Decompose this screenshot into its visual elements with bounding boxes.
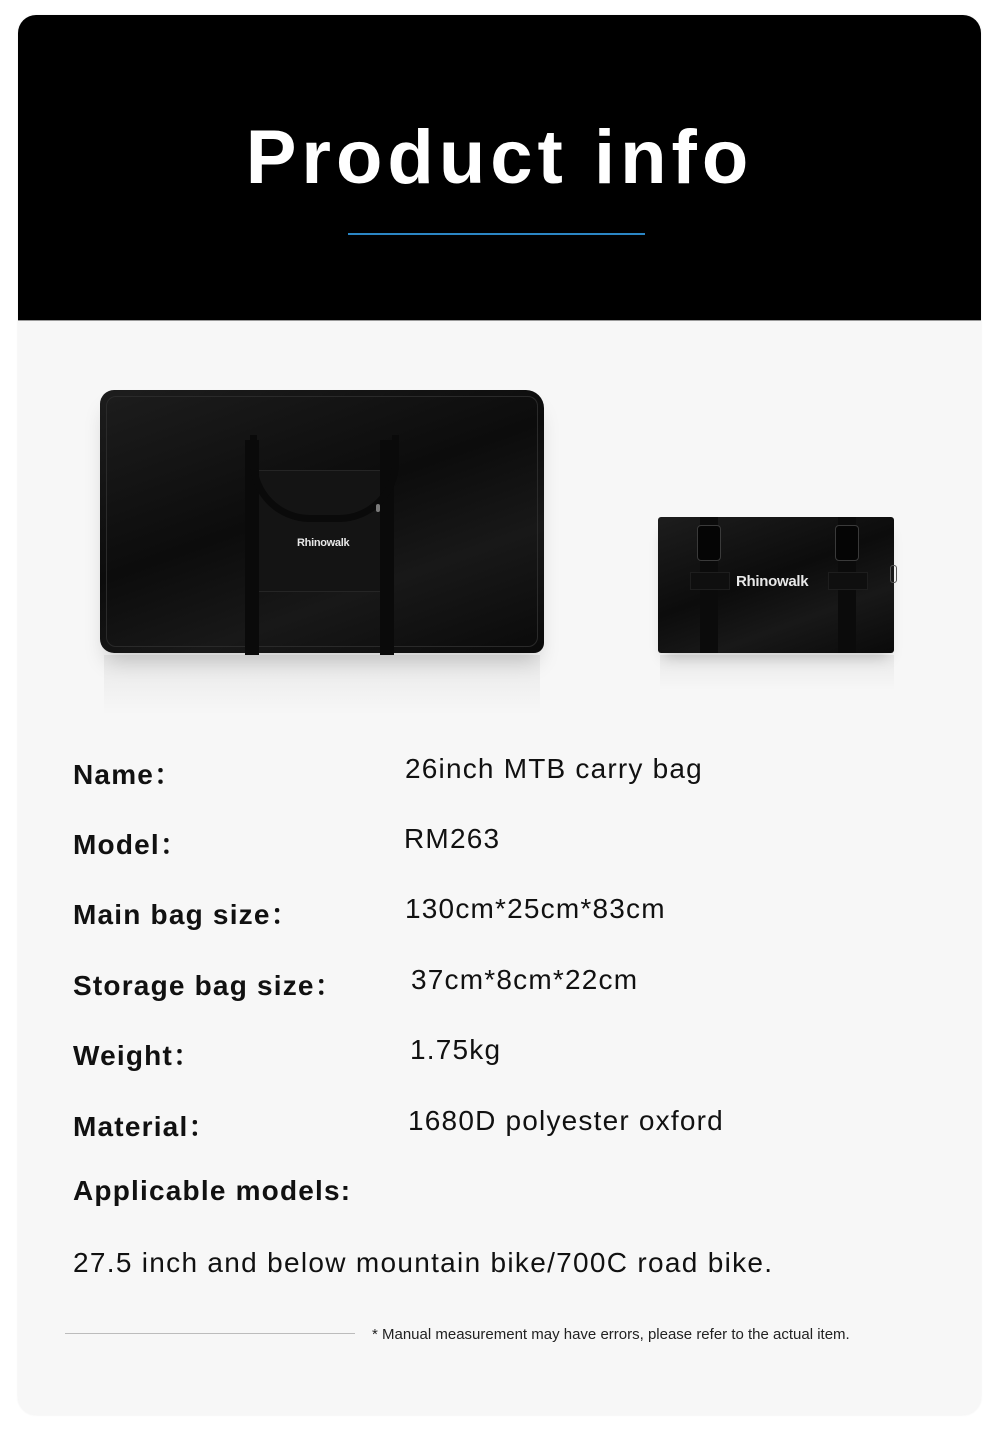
measurement-disclaimer: * Manual measurement may have errors, please refer to the actual item. [372,1326,850,1343]
title-underline-divider [348,233,645,235]
footnote-divider [65,1333,355,1334]
page-title: Product info [245,115,754,200]
spec-row-weight [73,1034,933,1074]
spec-label: Applicable models: [73,1175,352,1206]
spec-value: 1.75kg [410,1034,502,1065]
spec-row-model [73,823,933,863]
spec-label: Material： [73,1111,218,1142]
storage-bag-reflection [660,655,894,690]
spec-label: Storage bag size： [73,970,344,1001]
main-bag-reflection [104,655,540,715]
zipper-pull-icon [890,565,897,583]
product-info-card [18,15,981,1415]
spec-label: Name： [73,759,184,790]
brand-logo: Rhinowalk [736,573,809,590]
spec-label: Weight： [73,1040,203,1071]
buckle-icon [697,525,721,561]
storage-bag-image [658,517,894,653]
main-bag-image [100,390,544,653]
spec-value: 130cm*25cm*83cm [405,893,666,924]
strap-loop-right [828,572,868,590]
spec-label: Main bag size： [73,899,300,930]
spec-value: RM263 [404,823,501,854]
spec-value: 37cm*8cm*22cm [411,964,639,995]
header-banner [18,15,981,321]
applicable-models-text: 27.5 inch and below mountain bike/700C road bike. [73,1247,774,1278]
spec-row-material [73,1105,933,1145]
spec-value: 1680D polyester oxford [408,1105,724,1136]
zipper-pull-icon [376,504,380,512]
spec-label: Model： [73,829,190,860]
spec-row-storage-bag-size [73,964,933,1004]
strap-loop-left [690,572,730,590]
brand-logo: Rhinowalk [297,537,350,549]
spec-row-applicable-models [73,1175,933,1215]
spec-row-main-bag-size [73,893,933,933]
spec-row-name [73,753,933,793]
spec-value: 26inch MTB carry bag [405,753,703,784]
buckle-icon [835,525,859,561]
